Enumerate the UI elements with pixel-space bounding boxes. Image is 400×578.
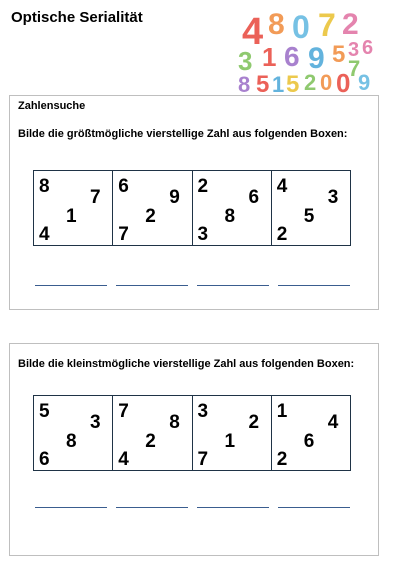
digit: 2	[276, 449, 288, 470]
deco-digit: 1	[262, 42, 277, 72]
digit: 3	[90, 412, 101, 433]
deco-digit: 7	[318, 7, 336, 43]
deco-digit: 5	[286, 71, 300, 96]
deco-digit: 2	[304, 70, 317, 95]
deco-digit: 8	[238, 72, 251, 96]
deco-digit: 0	[336, 68, 351, 96]
digit: 2	[248, 412, 260, 433]
deco-digit: 4	[242, 11, 264, 53]
deco-digit: 1	[272, 72, 285, 96]
digit: 2	[145, 206, 156, 227]
deco-digit: 5	[332, 41, 346, 68]
deco-digit: 0	[320, 70, 333, 95]
digit: 5	[303, 206, 315, 227]
digit-box-row	[33, 395, 351, 471]
digit: 5	[39, 401, 50, 422]
digit: 8	[39, 176, 50, 197]
digit-box	[34, 396, 113, 470]
digit: 4	[39, 224, 50, 245]
answer-lines	[33, 507, 351, 511]
digit-box	[193, 171, 272, 245]
answer-line[interactable]	[278, 507, 350, 508]
digit-box	[34, 171, 113, 245]
answer-line[interactable]	[35, 285, 107, 286]
digit: 2	[276, 224, 288, 245]
digit: 7	[118, 224, 129, 245]
answer-line[interactable]	[197, 285, 269, 286]
digit: 2	[197, 176, 209, 197]
deco-digit: 3	[348, 39, 360, 61]
colorful-numbers-illustration	[234, 4, 380, 96]
digit: 1	[224, 431, 236, 452]
deco-digit: 2	[342, 8, 359, 41]
digit-box	[113, 396, 192, 470]
deco-digit: 7	[348, 56, 361, 81]
answer-line[interactable]	[116, 285, 188, 286]
deco-digit: 6	[284, 41, 300, 72]
answer-line[interactable]	[278, 285, 350, 286]
digit: 7	[90, 187, 101, 208]
digit: 1	[276, 401, 288, 422]
page-title: Optische Serialität	[11, 9, 143, 26]
digit: 6	[303, 431, 315, 452]
digit: 6	[39, 449, 50, 470]
digit: 3	[327, 187, 339, 208]
digit: 8	[66, 431, 77, 452]
deco-digit: 5	[256, 71, 270, 96]
digit: 3	[197, 401, 209, 422]
digit-box-row	[33, 170, 351, 246]
deco-digit: 8	[268, 8, 285, 41]
digit: 4	[276, 176, 288, 197]
digit: 6	[248, 187, 260, 208]
answer-line[interactable]	[35, 507, 107, 508]
digit: 7	[197, 449, 209, 470]
digit: 3	[197, 224, 209, 245]
deco-digit: 3	[238, 46, 253, 76]
answer-line[interactable]	[116, 507, 188, 508]
deco-digit: 6	[362, 37, 374, 59]
instruction-text: Bilde die größtmögliche vierstellige Zahl aus folgenden Boxen:	[18, 128, 348, 140]
digit: 9	[169, 187, 180, 208]
deco-digit: 9	[308, 42, 325, 75]
digit: 8	[224, 206, 236, 227]
instruction-text: Bilde die kleinstmögliche vierstellige Zahl aus folgenden Boxen:	[18, 358, 355, 370]
largest-number-exercise	[9, 95, 379, 310]
deco-digit: 0	[292, 9, 310, 45]
digit-box	[272, 171, 350, 245]
smallest-number-exercise	[9, 343, 379, 556]
digit: 6	[118, 176, 129, 197]
digit: 7	[118, 401, 129, 422]
digit-box	[272, 396, 350, 470]
section-heading: Zahlensuche	[18, 100, 86, 112]
digit-box	[113, 171, 192, 245]
digit: 1	[66, 206, 77, 227]
digit-box	[193, 396, 272, 470]
digit: 2	[145, 431, 156, 452]
digit: 4	[118, 449, 129, 470]
numbers-image	[234, 4, 380, 96]
answer-line[interactable]	[197, 507, 269, 508]
deco-digit: 9	[358, 70, 371, 95]
digit: 8	[169, 412, 180, 433]
answer-lines	[33, 285, 351, 289]
digit: 4	[327, 412, 339, 433]
